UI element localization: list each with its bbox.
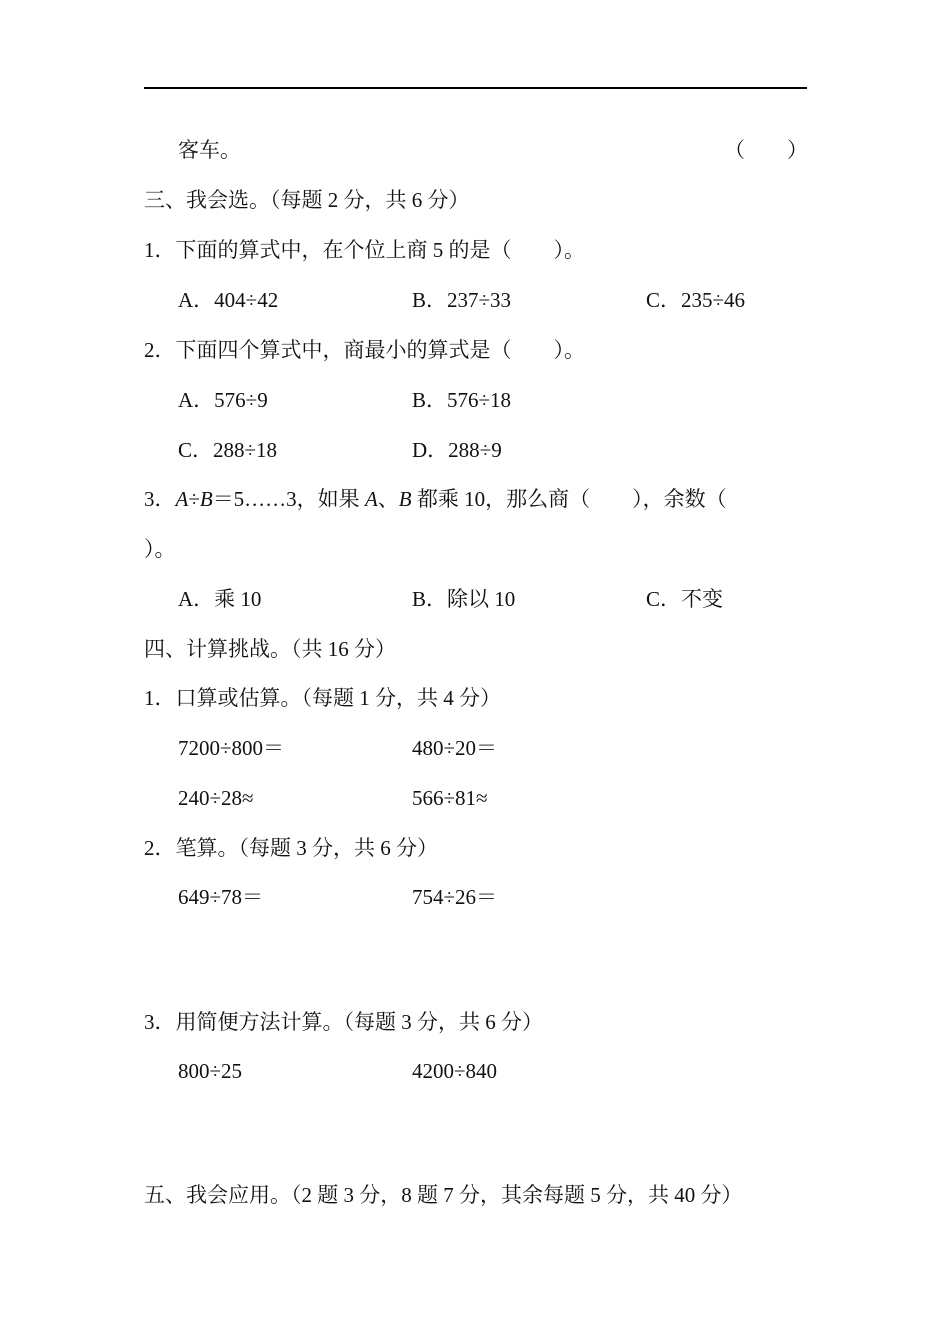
answer-blank: （ ） (724, 138, 808, 162)
expression-4-1-2: 480÷20＝ (412, 736, 498, 760)
equation-text: ＝5……3，如果 (212, 487, 365, 511)
variable-b-second: B (398, 487, 412, 511)
section-5-heading: 五、我会应用。（2 题 3 分，8 题 7 分，其余每题 5 分，共 40 分） (144, 1183, 743, 1207)
expression-4-1-4: 566÷81≈ (412, 786, 488, 810)
carry-over-text: 客车。 (178, 138, 241, 162)
expression-4-2-1: 649÷78＝ (178, 885, 264, 909)
section-3-heading: 三、我会选。（每题 2 分，共 6 分） (144, 188, 470, 212)
question-4-1-stem: 1．口算或估算。（每题 1 分，共 4 分） (144, 686, 501, 710)
variable-b: B (199, 487, 213, 511)
question-4-3-stem: 3．用简便方法计算。（每题 3 分，共 6 分） (144, 1010, 543, 1034)
expression-4-3-1: 800÷25 (178, 1059, 243, 1083)
header-rule (144, 87, 807, 89)
expression-4-1-1: 7200÷800＝ (178, 736, 285, 760)
question-rest: 都乘 10，那么商（ ），余数（ (411, 487, 727, 511)
question-3-2-option-d: D．288÷9 (412, 438, 502, 462)
question-3-1-stem: 1．下面的算式中，在个位上商 5 的是（ ）。 (144, 238, 585, 262)
question-3-3-option-b: B．除以 10 (412, 587, 516, 611)
divide-sign: ÷ (188, 487, 200, 511)
question-3-2-option-a: A．576÷9 (178, 388, 268, 412)
variable-a-second: A (364, 487, 378, 511)
question-3-3-stem (144, 486, 727, 512)
question-3-3-option-a: A．乘 10 (178, 587, 262, 611)
question-3-3-option-c: C．不变 (646, 587, 724, 611)
question-3-1-option-c: C．235÷46 (646, 288, 746, 312)
question-4-2-stem: 2．笔算。（每题 3 分，共 6 分） (144, 836, 438, 860)
variable-a: A (175, 487, 189, 511)
question-3-2-option-c: C．288÷18 (178, 438, 278, 462)
expression-4-1-3: 240÷28≈ (178, 786, 254, 810)
question-3-2-option-b: B．576÷18 (412, 388, 512, 412)
question-3-3-continuation: ）。 (144, 537, 176, 561)
expression-4-3-2: 4200÷840 (412, 1059, 498, 1083)
question-3-2-stem: 2．下面四个算式中，商最小的算式是（ ）。 (144, 338, 585, 362)
question-3-1-option-a: A．404÷42 (178, 288, 279, 312)
section-4-heading: 四、计算挑战。（共 16 分） (144, 637, 396, 661)
question-3-1-option-b: B．237÷33 (412, 288, 512, 312)
expression-4-2-2: 754÷26＝ (412, 885, 498, 909)
separator: 、 (377, 487, 399, 511)
question-number: 3． (144, 487, 176, 511)
